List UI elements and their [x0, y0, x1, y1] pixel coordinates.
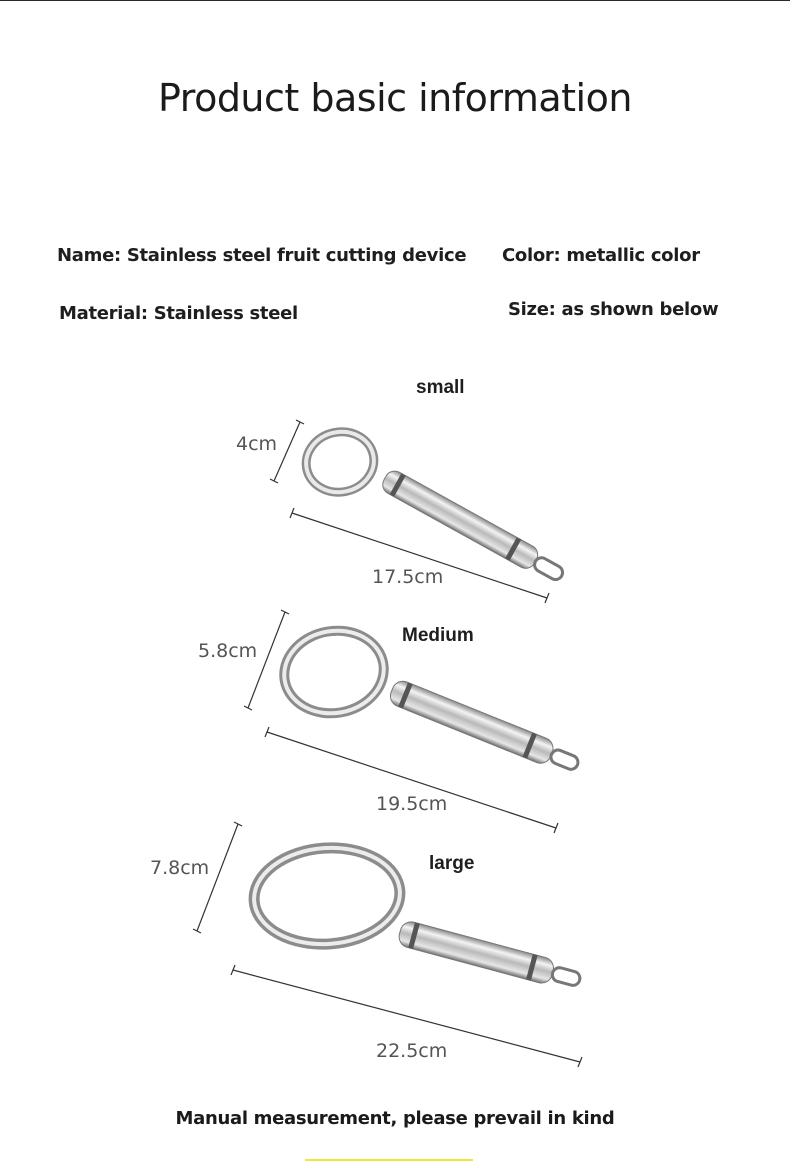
large-diameter: 7.8cm — [150, 857, 210, 879]
size-label-medium: Medium — [402, 625, 474, 646]
product-name: Name: Stainless steel fruit cutting device — [57, 245, 467, 266]
product-color: Color: metallic color — [502, 245, 700, 266]
small-tool-illustration — [301, 426, 568, 587]
large-tool-illustration — [251, 843, 583, 993]
small-length: 17.5cm — [372, 566, 444, 588]
large-length: 22.5cm — [376, 1040, 448, 1062]
page-title: Product basic information — [158, 76, 632, 120]
medium-diameter: 5.8cm — [198, 640, 258, 662]
size-label-large: large — [429, 853, 475, 874]
product-material: Material: Stainless steel — [59, 303, 298, 324]
measurement-note: Manual measurement, please prevail in kind — [175, 1108, 615, 1129]
size-label-small: small — [416, 377, 465, 398]
medium-length: 19.5cm — [376, 793, 448, 815]
small-diameter: 4cm — [236, 433, 278, 455]
product-size: Size: as shown below — [508, 299, 719, 320]
